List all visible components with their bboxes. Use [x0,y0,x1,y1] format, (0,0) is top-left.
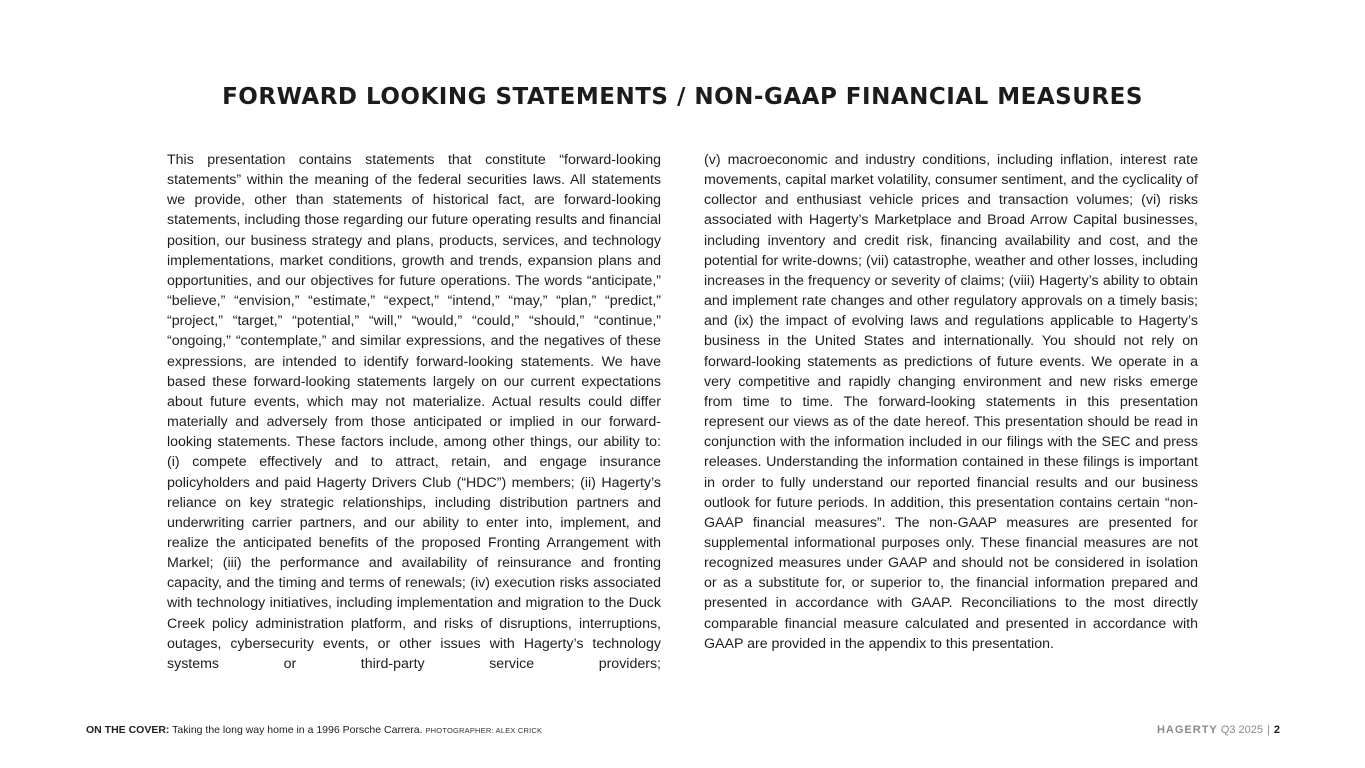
footer-page-info [1157,724,1280,736]
cover-label: ON THE COVER: [86,724,170,736]
footer-separator: | [1267,724,1270,736]
body-right-column: (v) macroeconomic and industry conditions, including inflation, interest rate movements, capital market volatility, consumer sentiment, and the cyclicality of collector and enthusiast vehicle prices and transaction volumes; (vi) risks associated with Hagerty’s Marketplace and Broad Arrow Capital businesses, including inventory and credit risk, financing availability and cost, and the potential for write-downs; (vii) catastrophe, weather and other losses, including increases in the frequency or severity of claims; (viii) Hagerty’s ability to obtain and implement rate changes and other regulatory approvals on a timely basis; and (ix) the impact of evolving laws and regulations applicable to Hagerty’s business in the United States and internationally. You should not rely on forward-looking statements as predictions of future events. We operate in a very competitive and rapidly changing environment and new risks emerge from time to time. The forward-looking statements in this presentation represent our views as of the date hereof. This presentation should be read in conjunction with the information included in our filings with the SEC and press releases. Understanding the information contained in these filings is important in order to fully understand our reported financial results and our business outlook for future periods. In addition, this presentation contains certain “non-GAAP financial measures”. The non-GAAP measures are presented for supplemental informational purposes only. These financial measures are not recognized measures under GAAP and should not be considered in isolation or as a substitute for, or superior to, the financial information prepared and presented in accordance with GAAP. Reconciliations to the most directly comparable financial measure calculated and presented in accordance with GAAP are provided in the appendix to this presentation. [704,152,1198,652]
page-title: FORWARD LOOKING STATEMENTS / NON-GAAP FINANCIAL MEASURES [222,84,1143,110]
photographer-credit: PHOTOGRAPHER: ALEX CRICK [425,726,543,735]
cover-caption [86,724,542,736]
report-period: Q3 2025 [1220,724,1264,736]
brand-logo: HAGERTY [1156,724,1218,736]
page-number: 2 [1273,724,1280,736]
cover-text: Taking the long way home in a 1996 Porsche Carrera. [169,724,423,736]
body-left-column: This presentation contains statements that constitute “forward-looking statements” within the meaning of the federal securities laws. All statements we provide, other than statements of historical fact, are forward-looking statements, including those regarding our future operating results and financial position, our business strategy and plans, products, services, and technology implementations, market conditions, growth and trends, expansion plans and opportunities, and our objectives for future operations. The words “anticipate,” “believe,” “envision,” “estimate,” “expect,” “intend,” “may,” “plan,” “predict,” “project,” “target,” “potential,” “will,” “would,” “could,” “should,” “continue,” “ongoing,” “contemplate,” and similar expressions, and the negatives of these expressions, are intended to identify forward-looking statements. We have based these forward-looking statements largely on our current expectations about future events, which may not materialize. Actual results could differ materially and adversely from those anticipated or implied in our forward-looking statements. These factors include, among other things, our ability to: (i) compete effectively and to attract, retain, and engage insurance policyholders and paid Hagerty Drivers Club (“HDC”) members; (ii) Hagerty’s reliance on key strategic relationships, including distribution partners and underwriting carrier partners, and our ability to enter into, implement, and realize the anticipated benefits of the proposed Fronting Arrangement with Markel; (iii) the performance and availability of reinsurance and fronting capacity, and the timing and terms of renewals; (iv) execution risks associated with technology initiatives, including implementation and migration to the Duck Creek policy administration platform, and risks of disruptions, interruptions, outages, cybersecurity events, or other issues with Hagerty’s technology systems or third-party service providers; [167,152,661,672]
